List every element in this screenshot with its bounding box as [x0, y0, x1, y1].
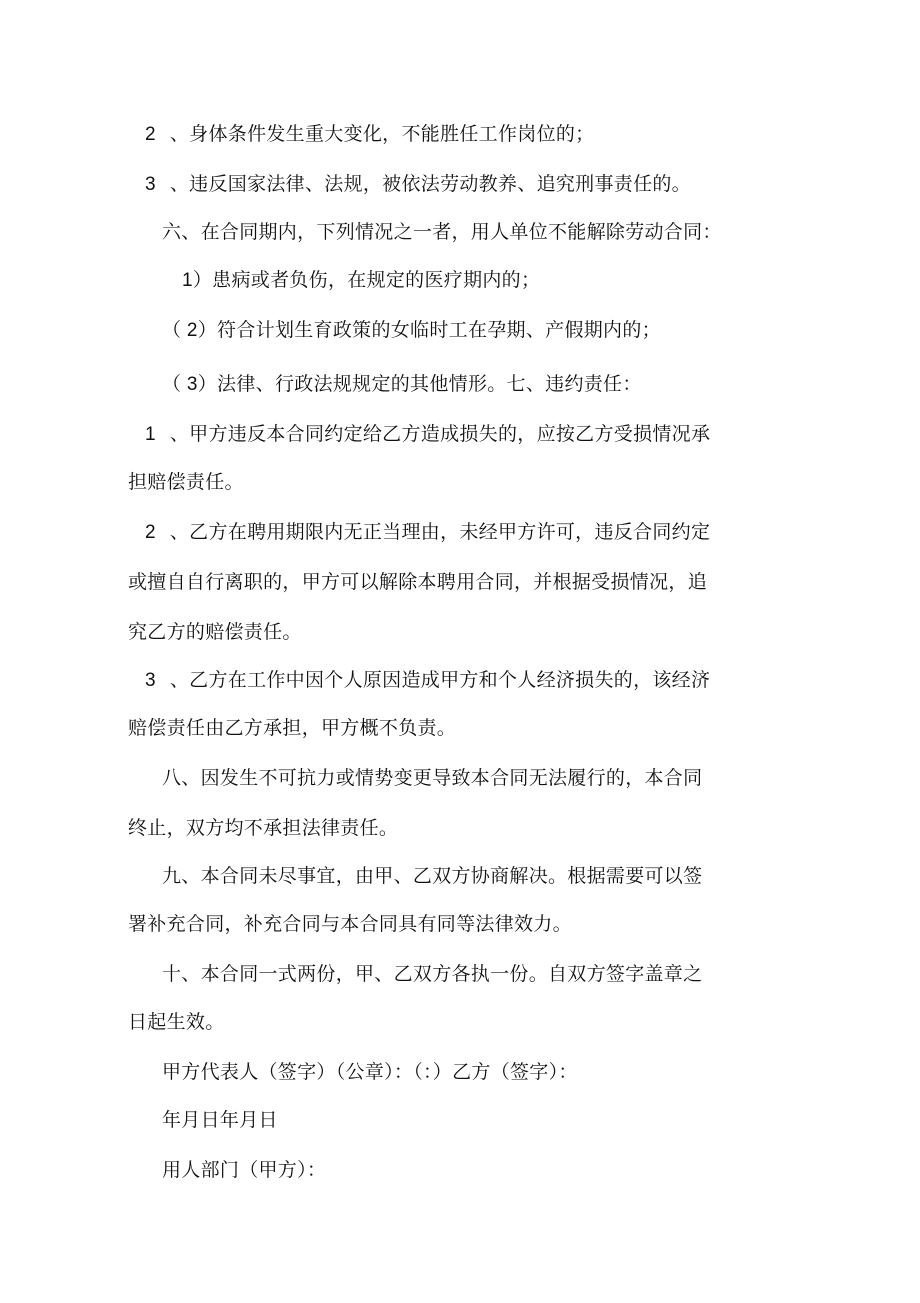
clause-number: 1） [182, 270, 213, 291]
clause-number: 1 [145, 424, 156, 445]
clause-text: 赔偿责任由乙方承担，甲方概不负责。 [128, 717, 457, 739]
clause-text: 、乙方在聘用期限内无正当理由，未经甲方许可，违反合同约定 [169, 521, 711, 543]
section-10 [162, 962, 702, 986]
clause-text: 法律、行政法规规定的其他情形。七、违约责任： [217, 373, 642, 395]
clause-text: 、违反国家法律、法规，被依法劳动教养、追究刑事责任的。 [169, 173, 691, 195]
clause-number: 3 [145, 670, 156, 691]
clause-text: 年月日年月日 [162, 1109, 278, 1131]
clause-line-7-1 [145, 422, 710, 447]
clause-line-6-2 [162, 318, 661, 343]
clause-text: 担赔偿责任。 [128, 471, 244, 493]
clause-line-7-2-cont2 [128, 620, 302, 644]
clause-text: 或擅自自行离职的，甲方可以解除本聘用合同，并根据受损情况，追 [128, 571, 708, 593]
section-9 [162, 864, 702, 888]
signature-line [162, 1060, 578, 1084]
clause-line-6-1 [182, 268, 540, 293]
clause-text: 符合计划生育政策的女临时工在孕期、产假期内的； [217, 319, 661, 341]
date-line [162, 1108, 278, 1132]
clause-number: 3 [145, 174, 156, 195]
clause-text: 患病或者负伤，在规定的医疗期内的； [212, 269, 541, 291]
section-heading-6 [162, 220, 722, 244]
clause-text: 八、因发生不可抗力或情势变更导致本合同无法履行的，本合同 [162, 767, 703, 789]
clause-number: （ 2） [162, 320, 218, 341]
clause-number: 2 [145, 124, 156, 145]
clause-line-7-3-cont [128, 716, 456, 740]
clause-line-5-3 [145, 172, 691, 197]
clause-line-6-3 [162, 372, 642, 397]
clause-text: 署补充合同，补充合同与本合同具有同等法律效力。 [128, 913, 572, 935]
section-9-cont [128, 912, 572, 936]
department-line [162, 1158, 326, 1182]
clause-text: 终止，双方均不承担法律责任。 [128, 817, 399, 839]
clause-text: 、乙方在工作中因个人原因造成甲方和个人经济损失的，该经济 [169, 669, 711, 691]
clause-text: 日起生效。 [128, 1011, 225, 1033]
clause-number: 2 [145, 522, 156, 543]
clause-text: 、身体条件发生重大变化，不能胜任工作岗位的； [169, 123, 595, 145]
clause-text: 九、本合同未尽事宜，由甲、乙双方协商解决。根据需要可以签 [162, 865, 703, 887]
clause-text: 用人部门（甲方）： [162, 1159, 327, 1181]
section-8 [162, 766, 702, 790]
clause-line-7-2-cont [128, 570, 707, 594]
clause-number: （ 3） [162, 374, 218, 395]
clause-line-7-2 [145, 520, 710, 545]
section-8-cont [128, 816, 398, 840]
clause-text: 、甲方违反本合同约定给乙方造成损失的，应按乙方受损情况承 [169, 423, 711, 445]
clause-text: 十、本合同一式两份，甲、乙双方各执一份。自双方签字盖章之 [162, 963, 703, 985]
clause-line-7-1-cont [128, 470, 244, 494]
clause-text: 六、在合同期内，下列情况之一者，用人单位不能解除劳动合同： [162, 221, 722, 243]
clause-line-7-3 [145, 668, 710, 693]
clause-text: 究乙方的赔偿责任。 [128, 621, 302, 643]
clause-text: 甲方代表人（签字）（公章）：（：）乙方（签字）： [162, 1061, 578, 1083]
section-10-cont [128, 1010, 225, 1034]
clause-line-5-2 [145, 122, 594, 147]
